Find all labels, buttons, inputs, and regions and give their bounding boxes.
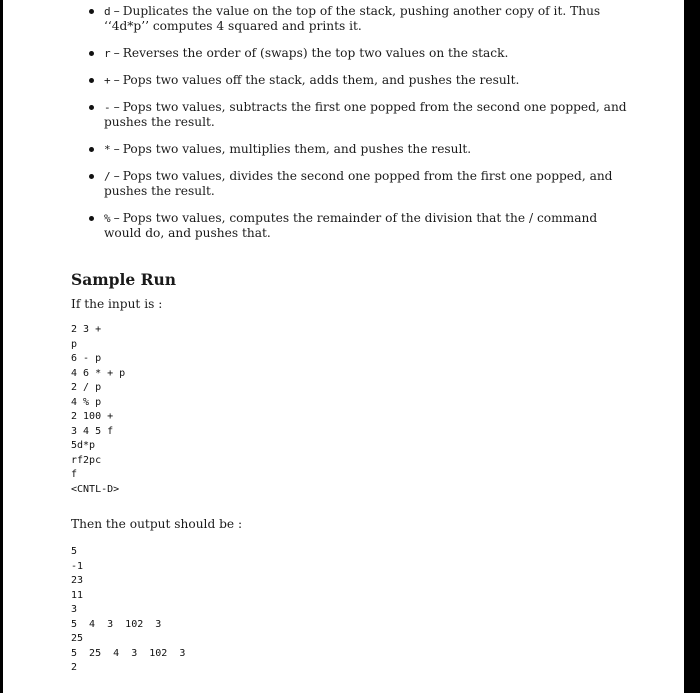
command-description: Reverses the order of (swaps) the top two values on the stack.: [122, 46, 509, 60]
command-item-d: d – Duplicates the value on the top of the stack, pushing another copy of it. Thus ‘‘4d*p’’ computes 4 squared and prints it.: [89, 4, 634, 34]
bullet-dot: [89, 216, 94, 221]
input-intro: If the input is :: [71, 297, 163, 311]
command-description: Pops two values, subtracts the first one popped from the second one popped, and pushes the result.: [104, 100, 627, 129]
section-title: Sample Run: [71, 270, 177, 289]
command-description: Pops two values off the stack, adds them, and pushes the result.: [122, 73, 520, 87]
bullet-dot: [89, 174, 94, 179]
bullet-dot: [89, 105, 94, 110]
command-symbol: d: [104, 5, 111, 18]
bullet-dot: [89, 78, 94, 83]
command-description: Pops two values, computes the remainder of the division that the / command would do, and pushes that.: [104, 211, 598, 240]
command-item-multiply: * – Pops two values, multiplies them, and pushes the result.: [89, 142, 634, 157]
command-item-r: r – Reverses the order of (swaps) the top two values on the stack.: [89, 46, 634, 61]
command-item-plus: + – Pops two values off the stack, adds them, and pushes the result.: [89, 73, 634, 88]
bullet-dot: [89, 51, 94, 56]
scrollbar-track[interactable]: [684, 0, 700, 693]
command-item-minus: - – Pops two values, subtracts the first one popped from the second one popped, and pushes the result.: [89, 100, 634, 130]
command-description: Pops two values, multiplies them, and pushes the result.: [122, 142, 472, 156]
command-item-divide: / – Pops two values, divides the second one popped from the first one popped, and pushes the result.: [89, 169, 634, 199]
command-description: Pops two values, divides the second one popped from the first one popped, and pushes the result.: [104, 169, 613, 198]
output-intro: Then the output should be :: [71, 517, 243, 531]
command-list: [89, 4, 634, 253]
bullet-dot: [89, 9, 94, 14]
command-symbol: +: [104, 74, 111, 87]
command-description: Duplicates the value on the top of the stack, pushing another copy of it. Thus ‘‘4d*p’’ computes 4 squared and prints it.: [104, 4, 601, 33]
bullet-dot: [89, 147, 94, 152]
command-symbol: %: [104, 212, 111, 225]
output-code-block: 5 -1 23 11 3 5 4 3 102 3 25 5 25 4 3 102 3 2: [71, 546, 186, 673]
command-symbol: r: [104, 47, 111, 60]
input-code-block: 2 3 + p 6 - p 4 6 * + p 2 / p 4 % p 2 100 + 3 4 5 f 5d*p rf2pc f <CNTL-D>: [71, 324, 126, 495]
document-page: [3, 0, 684, 693]
command-symbol: -: [104, 101, 111, 114]
command-symbol: /: [104, 170, 111, 183]
command-symbol: *: [104, 143, 111, 156]
command-item-modulo: % – Pops two values, computes the remainder of the division that the / command would do, and pushes that.: [89, 211, 634, 241]
